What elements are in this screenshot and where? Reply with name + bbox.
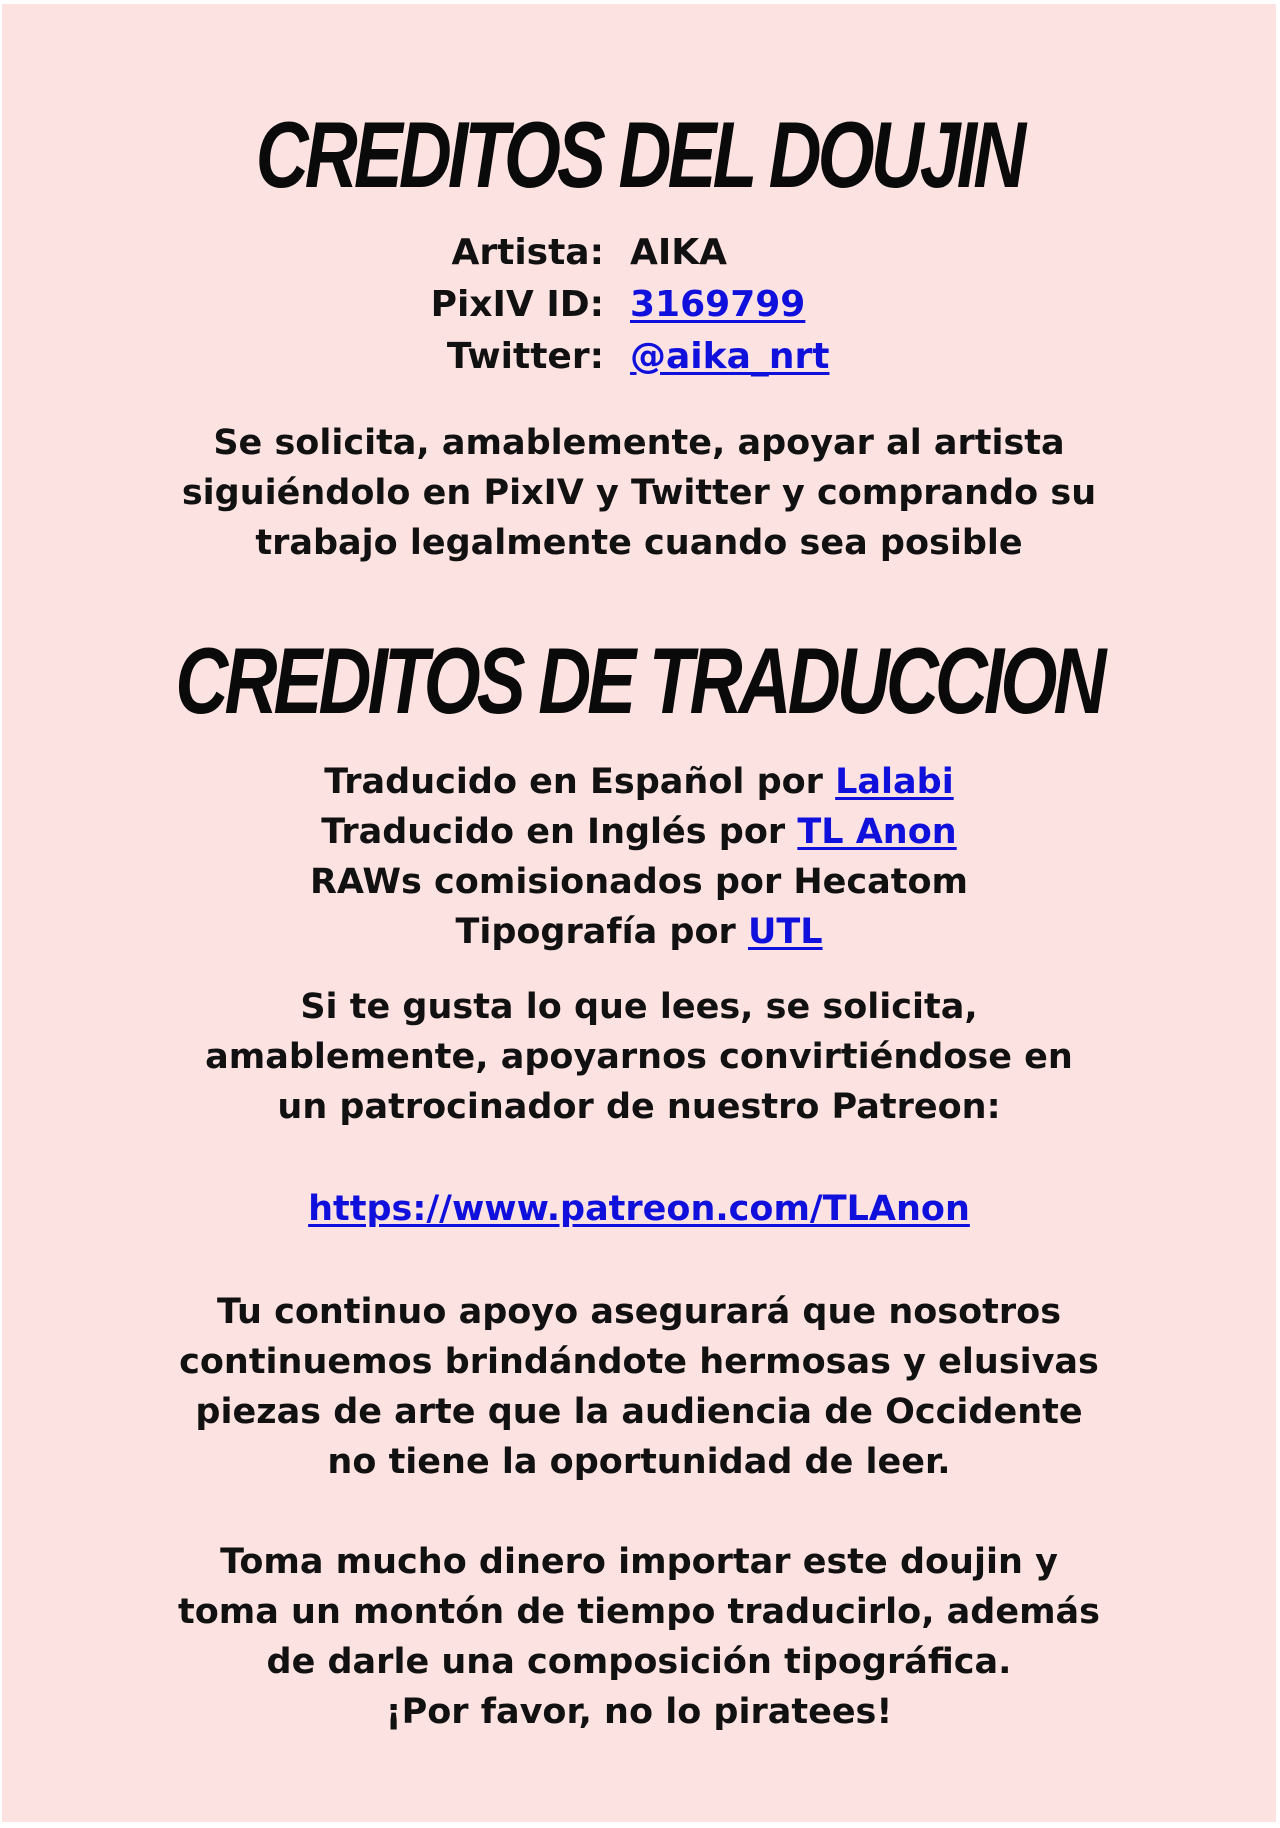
artist-label: Artista: — [451, 231, 604, 273]
patreon-url-block — [2, 1184, 1276, 1234]
pixiv-row — [2, 278, 1276, 330]
continue-line: continuemos brindándote hermosas y elusivas — [179, 1342, 1099, 1382]
twitter-row — [2, 330, 1276, 382]
patreon-ask-line: un patrocinador de nuestro Patreon: — [277, 1087, 1001, 1127]
support-line: siguiéndolo en PixIV y Twitter y comprando su — [181, 473, 1097, 513]
money-line: toma un montón de tiempo traducirlo, además — [177, 1592, 1100, 1632]
typesetting-text: Tipografía por — [455, 912, 748, 952]
artist-name: AIKA — [630, 231, 728, 273]
pixiv-label: PixIV ID: — [430, 283, 604, 325]
pixiv-value-wrap — [630, 284, 805, 325]
doujin-credits-title: CREDITOS DEL DOUJIN — [255, 102, 1023, 207]
support-line: trabajo legalmente cuando sea posible — [255, 523, 1023, 563]
pixiv-id-link[interactable]: 3169799 — [630, 283, 806, 325]
support-line: Se solicita, amablemente, apoyar al artista — [213, 423, 1065, 463]
money-line: ¡Por favor, no lo piratees! — [385, 1692, 893, 1732]
anti-piracy-note — [2, 1537, 1276, 1737]
english-translator-text: Traducido en Inglés por — [321, 812, 798, 852]
patreon-request — [2, 982, 1276, 1132]
tl-anon-link[interactable]: TL Anon — [797, 812, 957, 852]
translation-credits-list — [2, 757, 1276, 957]
utl-link[interactable]: UTL — [747, 912, 823, 952]
spanish-translator-line — [2, 757, 1276, 807]
patreon-ask-line: Si te gusta lo que lees, se solicita, — [300, 987, 978, 1027]
money-line: Toma mucho dinero importar este doujin y — [220, 1542, 1058, 1582]
artist-row — [2, 226, 1276, 278]
spanish-translator-text: Traducido en Español por — [324, 762, 836, 802]
twitter-label: Twitter: — [446, 335, 604, 377]
continue-line: Tu continuo apoyo asegurará que nosotros — [216, 1292, 1062, 1332]
continued-support-note — [2, 1287, 1276, 1487]
twitter-handle-link[interactable]: @aika_nrt — [630, 335, 830, 377]
translation-credits-title: CREDITOS DE TRADUCCION — [175, 628, 1103, 733]
patreon-ask-line: amablemente, apoyarnos convirtiéndose en — [205, 1037, 1073, 1077]
english-translator-line — [2, 807, 1276, 857]
money-line: de darle una composición tipográfica. — [266, 1642, 1012, 1682]
artist-support-note — [2, 418, 1276, 568]
patreon-url-link[interactable]: https://www.patreon.com/TLAnon — [308, 1189, 970, 1229]
typesetting-line — [2, 907, 1276, 957]
credits-page — [2, 4, 1276, 1822]
continue-line: piezas de arte que la audiencia de Occidente — [195, 1392, 1083, 1432]
lalabi-link[interactable]: Lalabi — [835, 762, 954, 802]
continue-line: no tiene la oportunidad de leer. — [327, 1442, 951, 1482]
artist-credits — [2, 226, 1276, 382]
twitter-value-wrap — [630, 336, 829, 377]
raws-commission-line: RAWs comisionados por Hecatom — [309, 862, 969, 902]
